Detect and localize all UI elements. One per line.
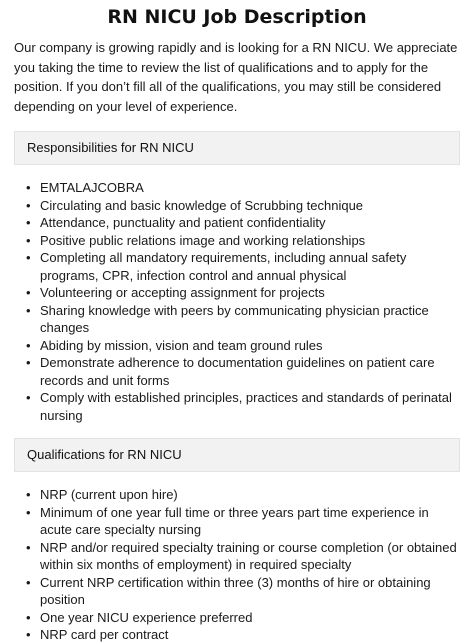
qualifications-list bbox=[14, 486, 460, 644]
list-item-text: Volunteering or accepting assignment for projects bbox=[40, 285, 325, 300]
responsibilities-list bbox=[14, 179, 460, 424]
list-item bbox=[14, 197, 460, 215]
bullet-icon: • bbox=[26, 390, 31, 405]
list-item bbox=[14, 626, 460, 644]
bullet-icon: • bbox=[26, 302, 31, 318]
bullet-icon: • bbox=[26, 539, 31, 555]
list-item-text: Abiding by mission, vision and team ground rules bbox=[40, 337, 323, 353]
bullet-icon: • bbox=[26, 627, 31, 642]
bullet-icon: • bbox=[26, 250, 31, 265]
bullet-icon: • bbox=[26, 574, 31, 590]
list-item bbox=[14, 539, 460, 574]
list-item-text: NRP (current upon hire) bbox=[40, 487, 178, 502]
list-item-text: Positive public relations image and working relationships bbox=[40, 232, 366, 248]
list-item bbox=[14, 179, 460, 197]
list-item-text: Sharing knowledge with peers by communicating physician practice changes bbox=[40, 302, 429, 335]
list-item-text: Circulating and basic knowledge of Scrubbing technique bbox=[40, 197, 364, 213]
bullet-icon: • bbox=[26, 355, 31, 370]
list-item-text: Current NRP certification within three (3) months of hire or obtaining position bbox=[40, 574, 431, 607]
list-item bbox=[14, 337, 460, 355]
list-item bbox=[14, 486, 460, 504]
list-item bbox=[14, 389, 460, 424]
bullet-icon: • bbox=[26, 337, 31, 353]
bullet-icon: • bbox=[26, 609, 31, 625]
bullet-icon: • bbox=[26, 232, 31, 248]
qualifications-header: Qualifications for RN NICU bbox=[14, 438, 460, 472]
list-item-text: Comply with established principles, practices and standards of perinatal nursing bbox=[40, 390, 452, 423]
list-item bbox=[14, 609, 460, 627]
list-item bbox=[14, 302, 460, 337]
list-item-text: Completing all mandatory requirements, including annual safety programs, CPR, infection control and annual physical bbox=[40, 250, 407, 283]
page-title: RN NICU Job Description bbox=[107, 6, 367, 28]
list-item bbox=[14, 504, 460, 539]
list-item bbox=[14, 574, 460, 609]
job-description-page bbox=[0, 4, 474, 644]
list-item-text: EMTALAJCOBRA bbox=[40, 180, 144, 195]
bullet-icon: • bbox=[26, 215, 31, 230]
list-item-text: Attendance, punctuality and patient confidentiality bbox=[40, 215, 326, 230]
responsibilities-header: Responsibilities for RN NICU bbox=[14, 131, 460, 165]
list-item-text: NRP card per contract bbox=[40, 627, 169, 642]
intro-paragraph: Our company is growing rapidly and is looking for a RN NICU. We appreciate you taking the time to review the list of qualifications and to apply for the position. If you don’t fill all of the qualifications, you may still be considered depending on your level of experience. bbox=[14, 40, 458, 114]
list-item-text: One year NICU experience preferred bbox=[40, 609, 253, 625]
list-item bbox=[14, 232, 460, 250]
bullet-icon: • bbox=[26, 197, 31, 213]
list-item-text: Demonstrate adherence to documentation guidelines on patient care records and unit forms bbox=[40, 355, 435, 388]
bullet-icon: • bbox=[26, 487, 31, 502]
bullet-icon: • bbox=[26, 504, 31, 520]
list-item bbox=[14, 214, 460, 232]
bullet-icon: • bbox=[26, 285, 31, 300]
list-item bbox=[14, 249, 460, 284]
list-item-text: Minimum of one year full time or three years part time experience in acute care specialty nursing bbox=[40, 504, 429, 537]
list-item bbox=[14, 354, 460, 389]
list-item-text: NRP and/or required specialty training or course completion (or obtained within six months of employment) in required specialty bbox=[40, 539, 457, 572]
bullet-icon: • bbox=[26, 180, 31, 195]
list-item bbox=[14, 284, 460, 302]
